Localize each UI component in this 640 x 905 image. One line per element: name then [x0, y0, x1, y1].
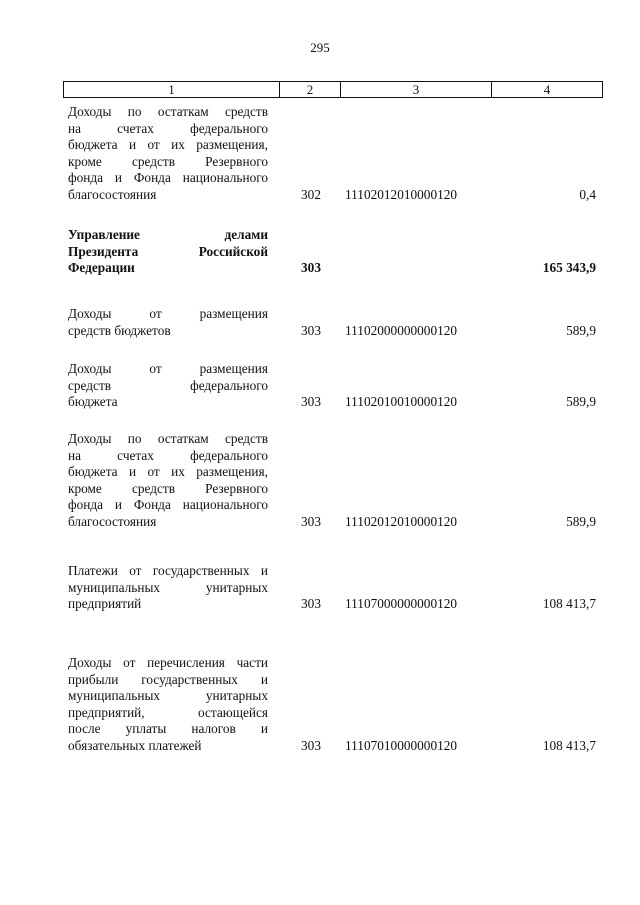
row-budget-code: 11102012010000120: [345, 514, 458, 530]
header-col-3: 3: [341, 82, 492, 97]
row-name-line: после уплаты налогов и: [68, 721, 268, 737]
row-name-line: прибыли государственных и: [68, 671, 268, 687]
header-col-4: 4: [543, 81, 551, 97]
row-name-line: Управление делами: [68, 227, 268, 242]
row-name: [68, 104, 268, 204]
row-budget-code: 11107010000000120: [345, 738, 458, 754]
row-name-line: бюджета: [68, 394, 118, 410]
row-name: [68, 361, 268, 411]
row-name-line: Доходы от размещения: [68, 306, 268, 321]
row-name-line: Доходы от перечисления части: [68, 655, 268, 670]
row-admin-code: 303: [301, 514, 321, 530]
row-name-line: бюджета и от их размещения,: [68, 464, 268, 480]
row-name-line: средств федерального: [68, 377, 268, 393]
row-admin-code: 303: [301, 323, 321, 339]
row-name-line: Федерации: [68, 260, 135, 276]
row-name-line: предприятий: [68, 596, 142, 612]
row-admin-code: 303: [301, 394, 321, 410]
table-row: [68, 655, 598, 755]
row-name-line: Доходы по остаткам средств: [68, 431, 268, 446]
table-row: [68, 104, 598, 204]
row-name-line: Доходы по остаткам средств: [68, 104, 268, 119]
row-name-line: муниципальных унитарных: [68, 688, 268, 704]
row-admin-code: 302: [301, 187, 321, 203]
row-name-line: фонда и Фонда национального: [68, 170, 268, 186]
row-admin-code: 303: [301, 260, 321, 276]
row-name-line: муниципальных унитарных: [68, 579, 268, 595]
page-number: 295: [310, 40, 330, 55]
row-budget-code: 11107000000000120: [345, 596, 458, 612]
row-name-line: фонда и Фонда национального: [68, 497, 268, 513]
row-budget-code: 11102010010000120: [345, 394, 458, 410]
row-name: [68, 563, 268, 613]
row-name-line: кроме средств Резервного: [68, 480, 268, 496]
row-admin-code: 303: [301, 738, 321, 754]
row-name-line: на счетах федерального: [68, 120, 268, 136]
row-name-line: средств бюджетов: [68, 322, 171, 338]
table-row: [68, 227, 598, 277]
row-name-line: на счетах федерального: [68, 447, 268, 463]
row-name-line: Доходы от размещения: [68, 361, 268, 376]
row-amount: 165 343,9: [542, 260, 596, 276]
row-amount: 589,9: [566, 394, 596, 410]
row-name-line: благосостояния: [68, 186, 157, 202]
row-amount: 589,9: [566, 514, 596, 530]
row-name-line: Президента Российской: [68, 243, 268, 259]
table-row: [68, 306, 598, 340]
row-name: [68, 306, 268, 339]
row-amount: 108 413,7: [542, 596, 596, 612]
row-admin-code: 303: [301, 596, 321, 612]
row-name-line: благосостояния: [68, 513, 157, 529]
row-name-line: кроме средств Резервного: [68, 153, 268, 169]
row-budget-code: 11102012010000120: [345, 187, 458, 203]
row-amount: 589,9: [566, 323, 596, 339]
header-col-1: 1: [64, 82, 280, 97]
row-name-line: Платежи от государственных и: [68, 563, 268, 578]
header-col-2: 2: [280, 82, 341, 97]
row-budget-code: 11102000000000120: [345, 323, 458, 339]
row-name: [68, 431, 268, 531]
table-row: [68, 361, 598, 411]
row-amount: 0,4: [579, 187, 596, 203]
row-name-line: бюджета и от их размещения,: [68, 137, 268, 153]
table-header-row: [63, 81, 603, 98]
row-amount: 108 413,7: [542, 738, 596, 754]
table-row: [68, 431, 598, 531]
row-name: [68, 655, 268, 755]
row-name: [68, 227, 268, 277]
row-name-line: предприятий, остающейся: [68, 704, 268, 720]
table-row: [68, 563, 598, 613]
row-name-line: обязательных платежей: [68, 737, 202, 753]
